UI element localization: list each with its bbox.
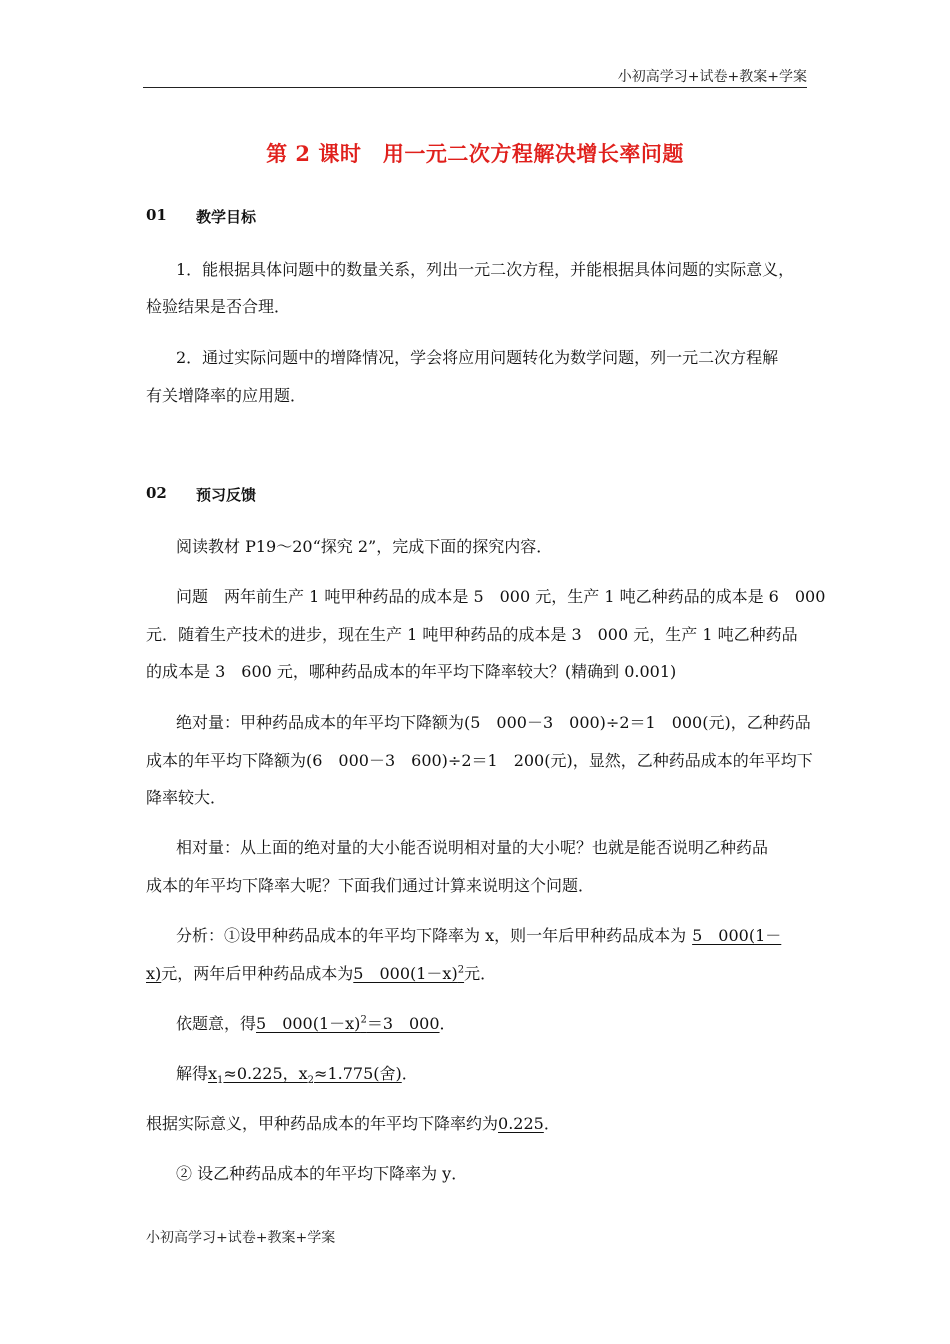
equation-line — [176, 1011, 456, 1034]
answer-solutions — [208, 1064, 402, 1087]
problem-line-3: 的成本是 3 600 元，哪种药品成本的年平均下降率较大？(精确到 0.001) — [146, 662, 677, 681]
relative-line-2: 成本的年平均下降率大呢？下面我们通过计算来说明这个问题． — [146, 876, 595, 895]
solution-x1: x — [208, 1064, 218, 1083]
equation-end: ． — [439, 1014, 456, 1033]
meaning-line — [146, 1111, 560, 1134]
header-rule — [143, 87, 807, 88]
solution-x2: ≈1.775(舍) — [314, 1064, 402, 1083]
answer-two-year-cost — [353, 964, 464, 983]
reading-instruction: 阅读教材 P19～20“探究 2”，完成下面的探究内容． — [176, 537, 553, 556]
objective-2-line-1: 2．通过实际问题中的增降情况，学会将应用问题转化为数学问题，列一元二次方程解 — [176, 348, 779, 367]
equation-intro: 依题意，得 — [176, 1014, 257, 1033]
solution-mid: ≈0.225，x — [223, 1064, 308, 1083]
answer-rate: 0.225 — [498, 1114, 544, 1133]
objective-1-line-2: 检验结果是否合理． — [146, 297, 291, 316]
answer-one-year-cost-cont: x) — [146, 964, 162, 983]
solution-sub-2: 2 — [307, 1075, 315, 1087]
equation-rhs: ＝3 000 — [366, 1014, 440, 1033]
answer-two-year-cost-base: 5 000(1－x) — [353, 964, 458, 983]
absolute-line-2: 成本的年平均下降额为(6 000－3 600)÷2＝1 200(元)，显然，乙种药品成本的年平均下 — [146, 751, 813, 770]
objective-1-line-1: 1．能根据具体问题中的数量关系，列出一元二次方程，并能根据具体问题的实际意义， — [176, 260, 795, 279]
analysis-line-1 — [176, 923, 781, 946]
objective-2-line-2: 有关增降率的应用题． — [146, 386, 307, 405]
solution-line — [176, 1061, 418, 1087]
solution-end: ． — [401, 1064, 418, 1083]
problem-line-2: 元．随着生产技术的进步，现在生产 1 吨甲种药品的成本是 3 000 元，生产 1 吨乙种药品 — [146, 625, 798, 644]
equation-lhs: 5 000(1－x) — [256, 1014, 361, 1033]
answer-equation — [256, 1014, 440, 1033]
section-number-02: 02 — [146, 484, 167, 502]
analysis-line-2 — [146, 961, 496, 984]
problem-line-1: 问题 两年前生产 1 吨甲种药品的成本是 5 000 元，生产 1 吨乙种药品的成本是 6 000 — [176, 587, 826, 606]
solution-intro: 解得 — [176, 1064, 209, 1083]
section-title-objectives: 教学目标 — [196, 208, 257, 226]
meaning-text: 根据实际意义，甲种药品成本的年平均下降率约为 — [146, 1114, 499, 1133]
section-number-01: 01 — [146, 206, 167, 224]
equation-exp: 2 — [360, 1014, 367, 1026]
analysis-text: 分析：①设甲种药品成本的年平均下降率为 x，则一年后甲种药品成本为 — [176, 926, 687, 945]
absolute-line-1: 绝对量：甲种药品成本的年平均下降额为(5 000－3 000)÷2＝1 000(元)，乙种药品 — [176, 713, 811, 732]
analysis-text-3: 元． — [464, 964, 497, 983]
answer-one-year-cost: 5 000(1－ — [692, 926, 782, 945]
second-drug-setup: ② 设乙种药品成本的年平均下降率为 y． — [176, 1164, 468, 1183]
page-footer: 小初高学习+试卷+教案+学案 — [146, 1230, 336, 1246]
relative-line-1: 相对量：从上面的绝对量的大小能否说明相对量的大小呢？也就是能否说明乙种药品 — [176, 838, 769, 857]
absolute-line-3: 降率较大． — [146, 788, 227, 807]
answer-two-year-cost-exp: 2 — [457, 964, 465, 976]
page-header: 小初高学习+试卷+教案+学案 — [617, 69, 807, 85]
analysis-text-2: 元，两年后甲种药品成本为 — [161, 964, 354, 983]
solution-sub-1: 1 — [217, 1075, 224, 1087]
meaning-end: ． — [543, 1114, 560, 1133]
section-title-preview: 预习反馈 — [196, 486, 257, 504]
lesson-title: 第 2 课时 用一元二次方程解决增长率问题 — [266, 141, 684, 166]
